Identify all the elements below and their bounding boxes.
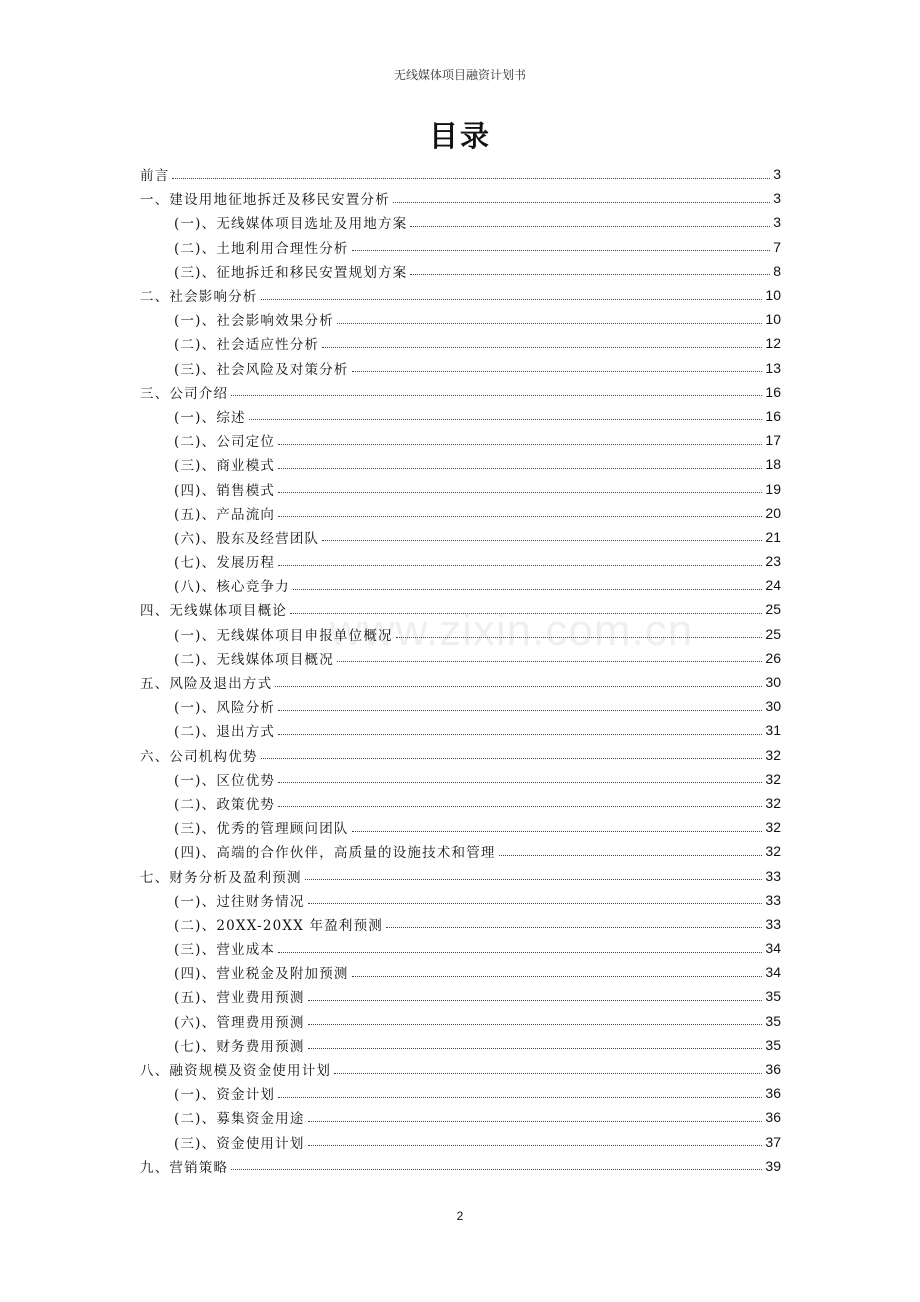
toc-page-number: 7 — [773, 238, 781, 255]
toc-subsection-entry[interactable] — [140, 936, 781, 960]
toc-page-number: 32 — [765, 746, 781, 763]
toc-dot-leader — [231, 395, 762, 396]
toc-page-number: 36 — [765, 1085, 781, 1102]
toc-section-entry[interactable] — [140, 1154, 781, 1178]
toc-dot-leader — [172, 178, 770, 179]
toc-entry-title: 四、无线媒体项目概论 — [140, 603, 287, 620]
toc-dot-leader — [293, 589, 763, 590]
toc-subsection-entry[interactable] — [140, 1130, 781, 1154]
toc-entry-title: 八、融资规模及资金使用计划 — [140, 1063, 332, 1080]
toc-subsection-entry[interactable] — [140, 1009, 781, 1033]
toc-entry-title: (一)、区位优势 — [174, 772, 276, 789]
toc-page-number: 35 — [765, 1036, 781, 1053]
toc-subsection-entry[interactable] — [140, 888, 781, 912]
toc-subsection-entry[interactable] — [140, 331, 781, 355]
toc-entry-title: (一)、过往财务情况 — [174, 893, 305, 910]
running-header: 无线媒体项目融资计划书 — [393, 68, 526, 82]
toc-entry-title: (二)、无线媒体项目概况 — [174, 651, 334, 668]
toc-dot-leader — [308, 1145, 763, 1146]
toc-page-number: 31 — [765, 722, 781, 739]
toc-entry-title: (三)、资金使用计划 — [174, 1135, 305, 1152]
toc-section-entry[interactable] — [140, 162, 781, 186]
toc-dot-leader — [393, 202, 770, 203]
toc-page-number: 8 — [773, 262, 781, 279]
toc-entry-title: (三)、商业模式 — [174, 458, 276, 475]
toc-entry-title: 二、社会影响分析 — [140, 289, 258, 306]
toc-dot-leader — [352, 371, 763, 372]
toc-page-number: 17 — [765, 432, 781, 449]
toc-subsection-entry[interactable] — [140, 984, 781, 1008]
toc-dot-leader — [308, 1121, 763, 1122]
toc-page-number: 32 — [765, 770, 781, 787]
toc-subsection-entry[interactable] — [140, 428, 781, 452]
toc-page-number: 32 — [765, 794, 781, 811]
toc-dot-leader — [290, 613, 762, 614]
toc-page-number: 30 — [765, 674, 781, 691]
toc-entry-title: 六、公司机构优势 — [140, 748, 258, 765]
toc-dot-leader — [278, 952, 762, 953]
toc-dot-leader — [337, 661, 762, 662]
toc-page-number: 35 — [765, 988, 781, 1005]
toc-dot-leader — [278, 734, 762, 735]
toc-page-number: 16 — [765, 407, 781, 424]
toc-dot-leader — [410, 226, 770, 227]
toc-subsection-entry[interactable] — [140, 259, 781, 283]
toc-page-number: 20 — [765, 504, 781, 521]
toc-dot-leader — [278, 516, 762, 517]
toc-page-number: 37 — [765, 1133, 781, 1150]
toc-entry-title: (二)、社会适应性分析 — [174, 337, 320, 354]
toc-dot-leader — [275, 686, 762, 687]
toc-page-number: 21 — [765, 528, 781, 545]
toc-page-number: 36 — [765, 1109, 781, 1126]
toc-page-number: 12 — [765, 335, 781, 352]
toc-subsection-entry[interactable] — [140, 694, 781, 718]
toc-entry-title: (八)、核心竞争力 — [174, 579, 290, 596]
toc-page-number: 33 — [765, 891, 781, 908]
toc-subsection-entry[interactable] — [140, 767, 781, 791]
toc-entry-title: (七)、财务费用预测 — [174, 1038, 305, 1055]
toc-dot-leader — [261, 758, 763, 759]
toc-entry-title: (一)、资金计划 — [174, 1087, 276, 1104]
toc-dot-leader — [308, 903, 763, 904]
toc-entry-title: (三)、社会风险及对策分析 — [174, 361, 349, 378]
toc-entry-title: (一)、无线媒体项目选址及用地方案 — [174, 216, 408, 233]
toc-subsection-entry[interactable] — [140, 1081, 781, 1105]
toc-dot-leader — [305, 879, 763, 880]
toc-entry-title: (一)、无线媒体项目申报单位概况 — [174, 627, 393, 644]
toc-entry-title: (二)、政策优势 — [174, 796, 276, 813]
toc-page-number: 13 — [765, 359, 781, 376]
toc-section-entry[interactable] — [140, 863, 781, 887]
toc-entry-title: 五、风险及退出方式 — [140, 676, 273, 693]
toc-page-number: 30 — [765, 698, 781, 715]
toc-subsection-entry[interactable] — [140, 646, 781, 670]
toc-page-number: 25 — [765, 625, 781, 642]
toc-page-number: 32 — [765, 819, 781, 836]
watermark: www.zixin.com.cn — [330, 606, 694, 655]
toc-subsection-entry[interactable] — [140, 452, 781, 476]
toc-section-entry[interactable] — [140, 743, 781, 767]
toc-dot-leader — [352, 831, 763, 832]
toc-dot-leader — [278, 468, 762, 469]
toc-page-number: 34 — [765, 940, 781, 957]
toc-section-entry[interactable] — [140, 1057, 781, 1081]
toc-section-entry[interactable] — [140, 186, 781, 210]
toc-page-number: 10 — [765, 311, 781, 328]
toc-dot-leader — [410, 274, 770, 275]
toc-page-number: 16 — [765, 383, 781, 400]
toc-dot-leader — [322, 540, 762, 541]
toc-dot-leader — [322, 347, 762, 348]
toc-subsection-entry[interactable] — [140, 307, 781, 331]
toc-entry-title: (四)、销售模式 — [174, 482, 276, 499]
toc-dot-leader — [396, 637, 763, 638]
table-of-contents — [140, 162, 781, 1178]
toc-dot-leader — [334, 1073, 762, 1074]
toc-page-number: 33 — [765, 915, 781, 932]
toc-subsection-entry[interactable] — [140, 1033, 781, 1057]
toc-dot-leader — [352, 250, 771, 251]
toc-entry-title: 三、公司介绍 — [140, 385, 229, 402]
toc-dot-leader — [278, 710, 762, 711]
toc-dot-leader — [249, 419, 763, 420]
toc-entry-title: (一)、综述 — [174, 409, 246, 426]
toc-page-number: 24 — [765, 577, 781, 594]
toc-section-entry[interactable] — [140, 380, 781, 404]
toc-dot-leader — [386, 927, 762, 928]
toc-entry-title: (七)、发展历程 — [174, 555, 276, 572]
toc-page-number: 39 — [765, 1157, 781, 1174]
toc-section-entry[interactable] — [140, 670, 781, 694]
toc-page-number: 35 — [765, 1012, 781, 1029]
toc-subsection-entry[interactable] — [140, 210, 781, 234]
toc-dot-leader — [278, 806, 762, 807]
toc-entry-title: 一、建设用地征地拆迁及移民安置分析 — [140, 192, 390, 209]
toc-entry-title: (二)、20XX-20XX 年盈利预测 — [174, 917, 384, 934]
toc-dot-leader — [499, 855, 763, 856]
toc-subsection-entry[interactable] — [140, 525, 781, 549]
toc-entry-title: (三)、优秀的管理顾问团队 — [174, 821, 349, 838]
page-number: 2 — [456, 1209, 464, 1223]
toc-entry-title: (五)、营业费用预测 — [174, 990, 305, 1007]
toc-subsection-entry[interactable] — [140, 815, 781, 839]
toc-page-number: 3 — [773, 190, 781, 207]
toc-entry-title: 前言 — [140, 168, 170, 185]
toc-dot-leader — [337, 323, 762, 324]
toc-subsection-entry[interactable] — [140, 1105, 781, 1129]
toc-page-number: 26 — [765, 649, 781, 666]
toc-subsection-entry[interactable] — [140, 235, 781, 259]
toc-entry-title: (六)、管理费用预测 — [174, 1014, 305, 1031]
toc-entry-title: (三)、营业成本 — [174, 942, 276, 959]
toc-page-number: 3 — [773, 214, 781, 231]
toc-page-number: 25 — [765, 601, 781, 618]
toc-page-number: 33 — [765, 867, 781, 884]
toc-dot-leader — [261, 299, 763, 300]
toc-subsection-entry[interactable] — [140, 839, 781, 863]
toc-page-number: 19 — [765, 480, 781, 497]
toc-subsection-entry[interactable] — [140, 791, 781, 815]
toc-subsection-entry[interactable] — [140, 960, 781, 984]
toc-subsection-entry[interactable] — [140, 476, 781, 500]
toc-subsection-entry[interactable] — [140, 912, 781, 936]
toc-page-number: 34 — [765, 964, 781, 981]
toc-dot-leader — [308, 1000, 763, 1001]
toc-subsection-entry[interactable] — [140, 501, 781, 525]
toc-entry-title: (六)、股东及经营团队 — [174, 530, 320, 547]
toc-page-number: 36 — [765, 1061, 781, 1078]
toc-title: 目录 — [428, 119, 491, 153]
toc-entry-title: (三)、征地拆迁和移民安置规划方案 — [174, 264, 408, 281]
toc-page-number: 32 — [765, 843, 781, 860]
toc-entry-title: 七、财务分析及盈利预测 — [140, 869, 302, 886]
toc-dot-leader — [278, 565, 762, 566]
toc-page-number: 18 — [765, 456, 781, 473]
toc-page-number: 10 — [765, 287, 781, 304]
toc-subsection-entry[interactable] — [140, 356, 781, 380]
toc-subsection-entry[interactable] — [140, 573, 781, 597]
toc-entry-title: (二)、土地利用合理性分析 — [174, 240, 349, 257]
toc-subsection-entry[interactable] — [140, 549, 781, 573]
toc-subsection-entry[interactable] — [140, 622, 781, 646]
toc-entry-title: (四)、高端的合作伙伴，高质量的设施技术和管理 — [174, 845, 496, 862]
toc-dot-leader — [308, 1048, 763, 1049]
toc-dot-leader — [308, 1024, 763, 1025]
toc-dot-leader — [278, 782, 762, 783]
toc-entry-title: (一)、社会影响效果分析 — [174, 313, 334, 330]
toc-dot-leader — [352, 976, 763, 977]
toc-entry-title: (四)、营业税金及附加预测 — [174, 966, 349, 983]
toc-entry-title: (二)、募集资金用途 — [174, 1111, 305, 1128]
toc-page-number: 3 — [773, 166, 781, 183]
toc-dot-leader — [278, 1097, 762, 1098]
toc-subsection-entry[interactable] — [140, 718, 781, 742]
toc-entry-title: (一)、风险分析 — [174, 700, 276, 717]
toc-section-entry[interactable] — [140, 283, 781, 307]
toc-section-entry[interactable] — [140, 597, 781, 621]
toc-entry-title: (二)、公司定位 — [174, 434, 276, 451]
toc-dot-leader — [231, 1169, 762, 1170]
toc-entry-title: (二)、退出方式 — [174, 724, 276, 741]
toc-dot-leader — [278, 444, 762, 445]
toc-subsection-entry[interactable] — [140, 404, 781, 428]
toc-entry-title: (五)、产品流向 — [174, 506, 276, 523]
toc-entry-title: 九、营销策略 — [140, 1159, 229, 1176]
toc-page-number: 23 — [765, 553, 781, 570]
toc-dot-leader — [278, 492, 762, 493]
